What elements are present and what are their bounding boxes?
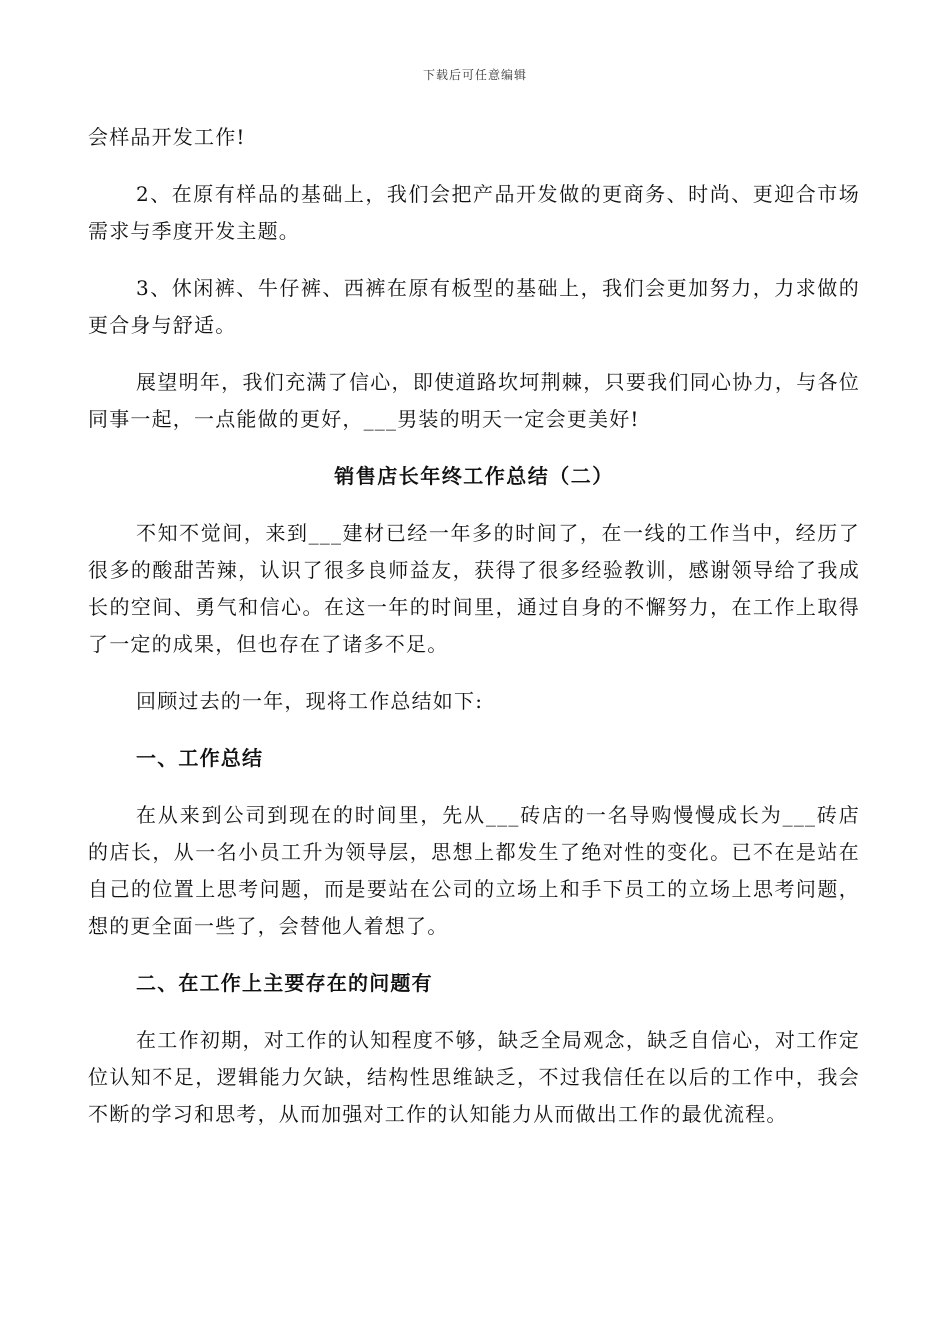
paragraph-problems: 在工作初期，对工作的认知程度不够，缺乏全局观念，缺乏自信心，对工作定位认知不足，逻辑能力欠缺，结构性思维缺乏，不过我信任在以后的工作中，我会不断的学习和思考，从而加强对工作的认知能力从而做出工作的最优流程。 bbox=[88, 1028, 860, 1126]
heading-problems: 二、在工作上主要存在的问题有 bbox=[136, 971, 433, 995]
paragraph-outlook: 展望明年，我们充满了信心，即使道路坎坷荆棘，只要我们同心协力，与各位同事一起，一点能做的更好，___男装的明天一定会更美好! bbox=[88, 370, 860, 431]
paragraph-summary: 在从来到公司到现在的时间里，先从___砖店的一名导购慢慢成长为___砖店的店长，从一名小员工升为领导层，思想上都发生了绝对性的变化。已不在是站在自己的位置上思考问题，而是要站在公司的立场上和手下员工的立场上思考问题，想的更全面一些了，会替他人着想了。 bbox=[88, 803, 860, 938]
paragraph-item-2: 2、在原有样品的基础上，我们会把产品开发做的更商务、时尚、更迎合市场需求与季度开发主题。 bbox=[88, 182, 860, 243]
download-note: 下载后可任意编辑 bbox=[422, 68, 527, 82]
paragraph-continuation: 会样品开发工作! bbox=[88, 125, 246, 149]
section-title: 销售店长年终工作总结（二） bbox=[334, 464, 614, 488]
paragraph-item-3: 3、休闲裤、牛仔裤、西裤在原有板型的基础上，我们会更加努力，力求做的更合身与舒适。 bbox=[88, 276, 860, 337]
paragraph-review: 回顾过去的一年，现将工作总结如下: bbox=[136, 689, 484, 713]
document-body bbox=[88, 119, 860, 1153]
paragraph-intro: 不知不觉间，来到___建材已经一年多的时间了，在一线的工作当中，经历了很多的酸甜苦辣，认识了很多良师益友，获得了很多经验教训，感谢领导给了我成长的空间、勇气和信心。在这一年的时间里，通过自身的不懈努力，在工作上取得了一定的成果，但也存在了诸多不足。 bbox=[88, 521, 860, 656]
heading-work-summary: 一、工作总结 bbox=[136, 746, 264, 770]
